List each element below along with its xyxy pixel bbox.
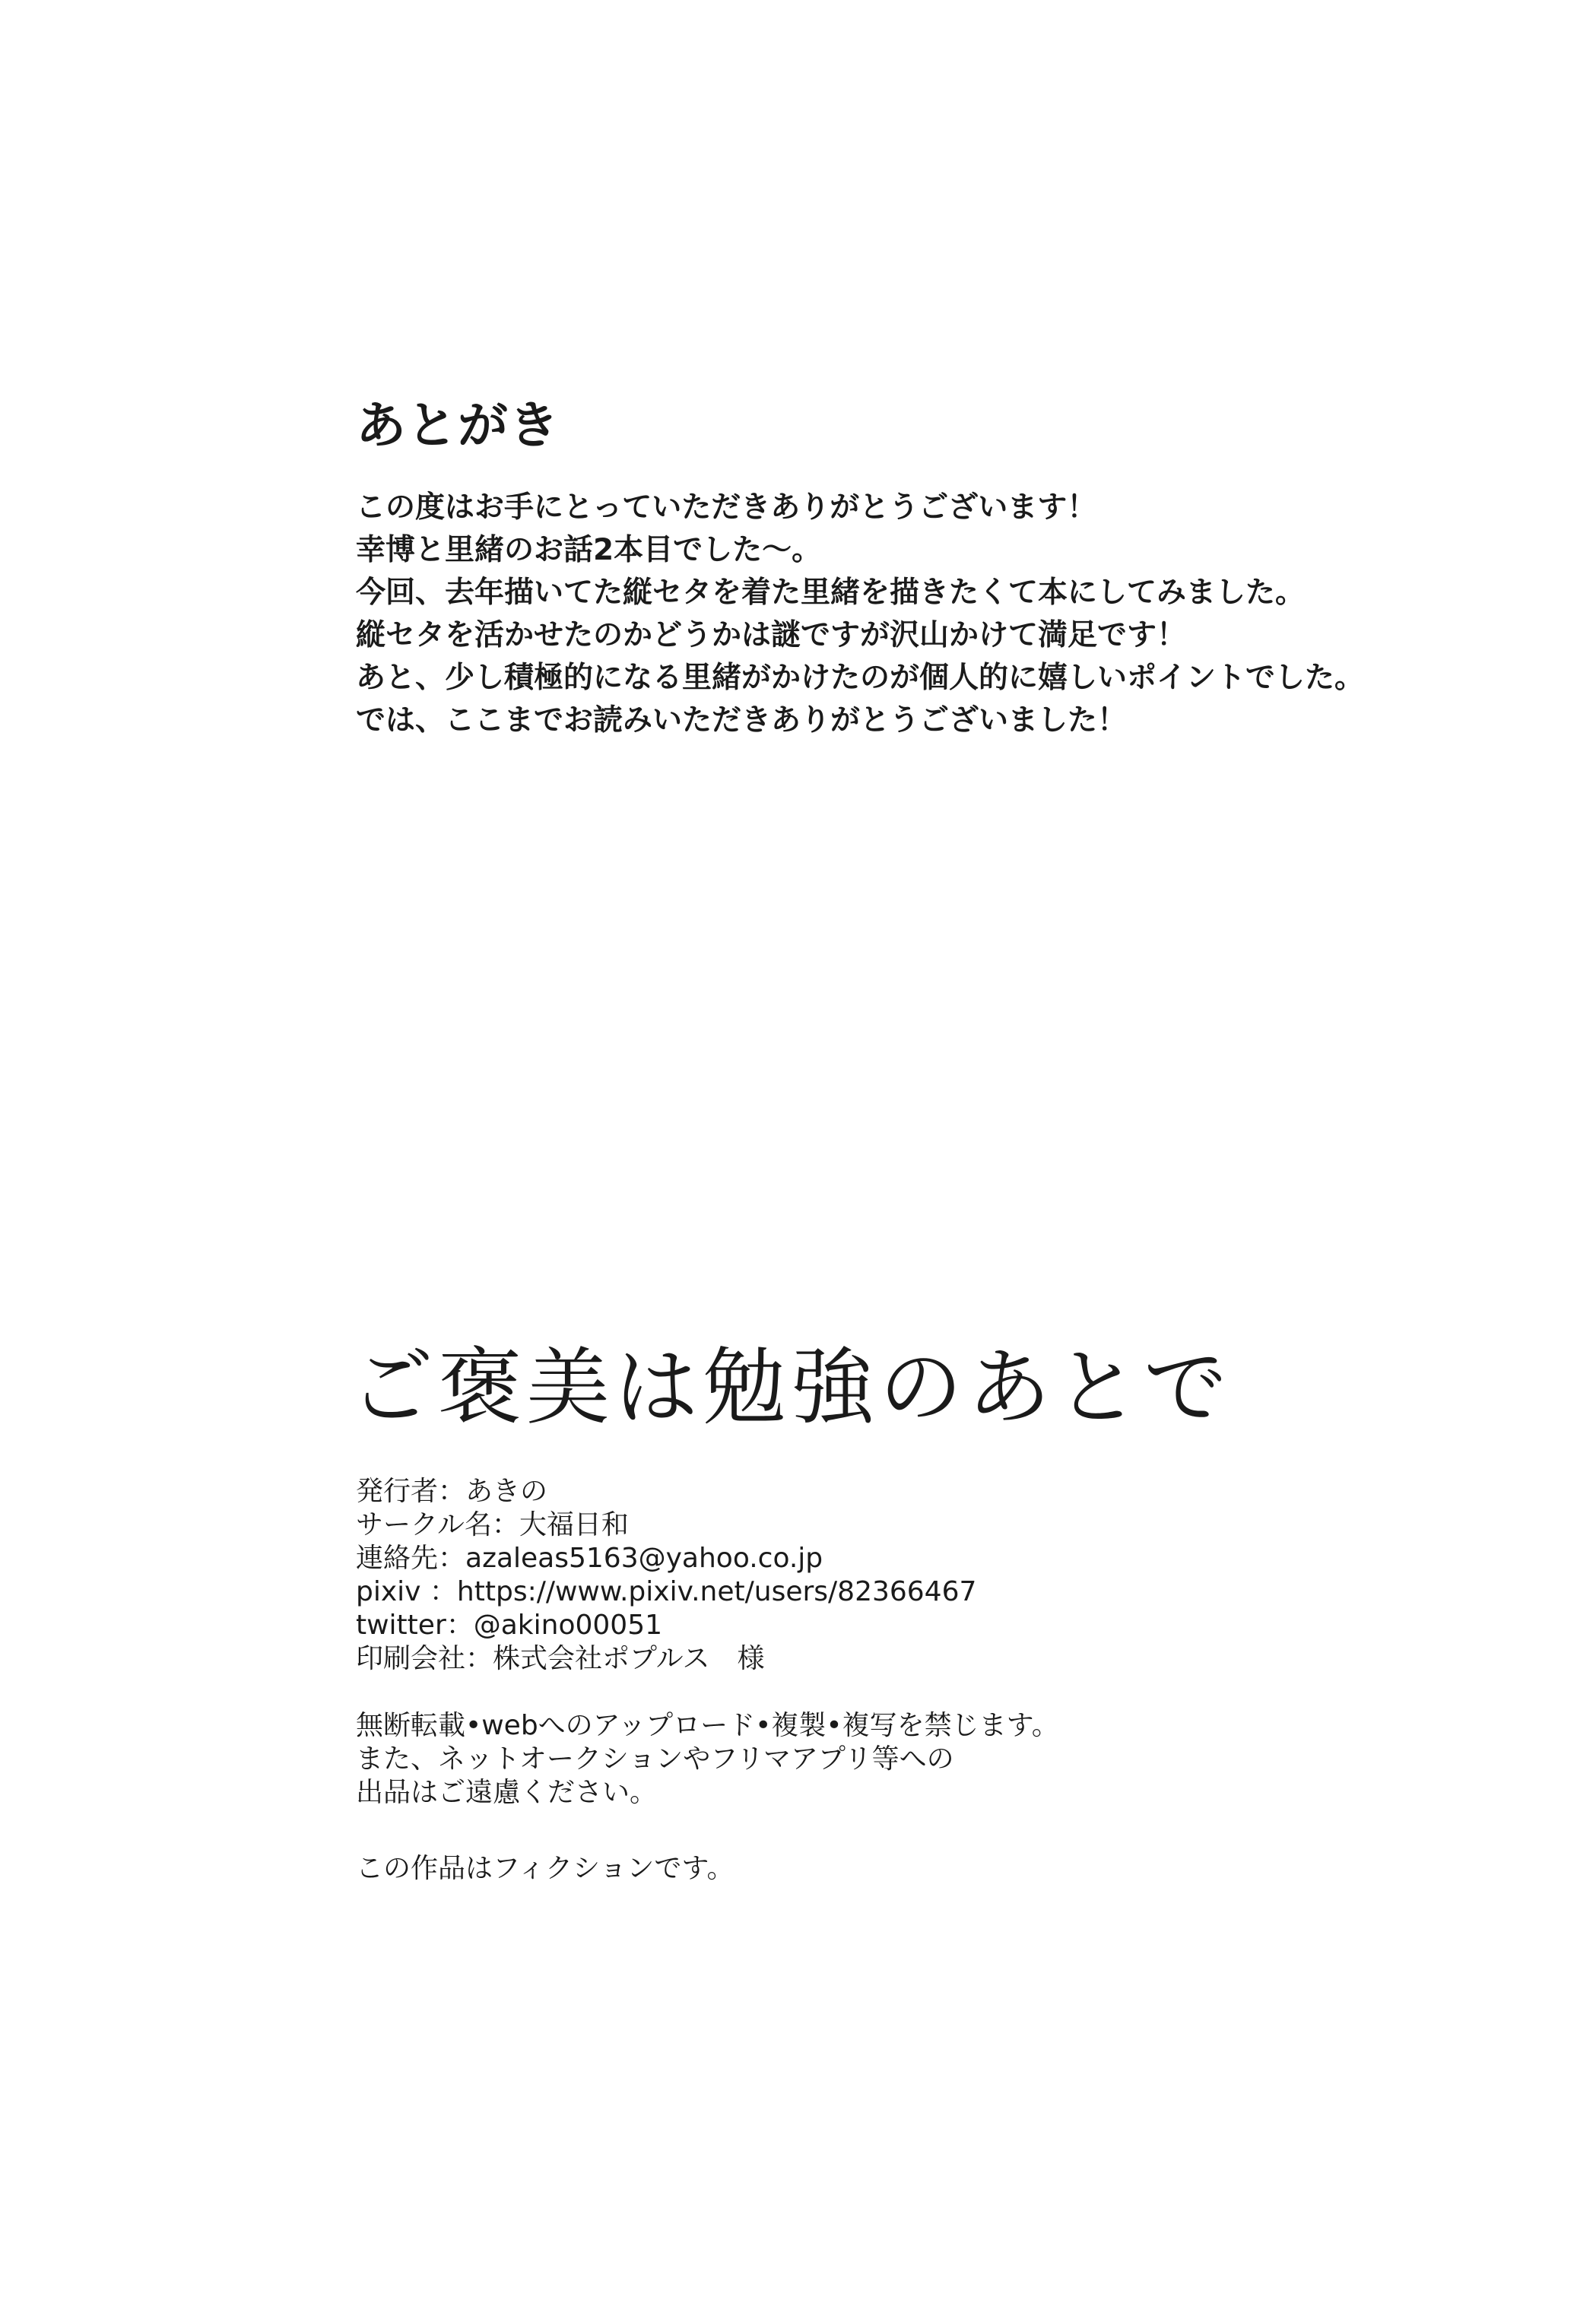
book-title: ご褒美は勉強のあとで xyxy=(350,1339,1232,1436)
afterword-line: 縦セタを活かせたのかどうかは謎ですが沢山かけて満足です！ xyxy=(356,618,1187,652)
colophon-value: https://www.pixiv.net/users/82366467 xyxy=(456,1576,977,1607)
notice-line: また、ネットオークションやフリマアプリ等への xyxy=(356,1743,954,1775)
colophon-printer xyxy=(356,1642,1542,1676)
colophon-value: 株式会社ポプルス 様 xyxy=(493,1643,765,1674)
colophon-label: 連絡先： xyxy=(356,1543,466,1574)
colophon-label: 発行者： xyxy=(356,1476,466,1507)
afterword-line: 幸博と里緒のお話2本目でした〜。 xyxy=(356,533,822,567)
colophon-value: azaleas5163@yahoo.co.jp xyxy=(465,1543,823,1574)
afterword-line: この度はお手にとっていただきありがとうございます！ xyxy=(356,490,1097,525)
colophon-publisher xyxy=(356,1475,1542,1508)
colophon-label: サークル名： xyxy=(356,1509,519,1540)
afterword-line: では、ここまでお読みいただきありがとうございました！ xyxy=(356,703,1128,738)
notice-line: 出品はご遠慮ください。 xyxy=(356,1777,658,1808)
colophon-pixiv xyxy=(356,1575,1542,1609)
colophon-circle xyxy=(356,1508,1542,1542)
afterword-section xyxy=(356,395,1542,742)
afterword-line: あと、少し積極的になる里緒がかけたのが個人的に嬉しいポイントでした。 xyxy=(356,661,1365,695)
colophon-twitter xyxy=(356,1609,1542,1642)
colophon-label: twitter： xyxy=(356,1610,474,1641)
colophon-value: @akino00051 xyxy=(473,1610,663,1641)
colophon-contact xyxy=(356,1542,1542,1575)
notice-line: 無断転載•webへのアップロード•複製•複写を禁じます。 xyxy=(356,1710,1059,1741)
afterword-body xyxy=(356,487,1542,742)
colophon-value: 大福日和 xyxy=(519,1509,629,1540)
fiction-note: この作品はフィクションです。 xyxy=(356,1853,735,1884)
colophon xyxy=(356,1475,1542,1676)
colophon-label: 印刷会社： xyxy=(356,1643,493,1674)
afterword-line: 今回、去年描いてた縦セタを着た里緒を描きたくて本にしてみました。 xyxy=(356,576,1306,610)
colophon-value: あきの xyxy=(465,1476,548,1507)
copyright-notice xyxy=(356,1709,1542,1810)
colophon-label: pixiv ： xyxy=(356,1576,457,1607)
afterword-heading: あとがき xyxy=(356,396,560,455)
